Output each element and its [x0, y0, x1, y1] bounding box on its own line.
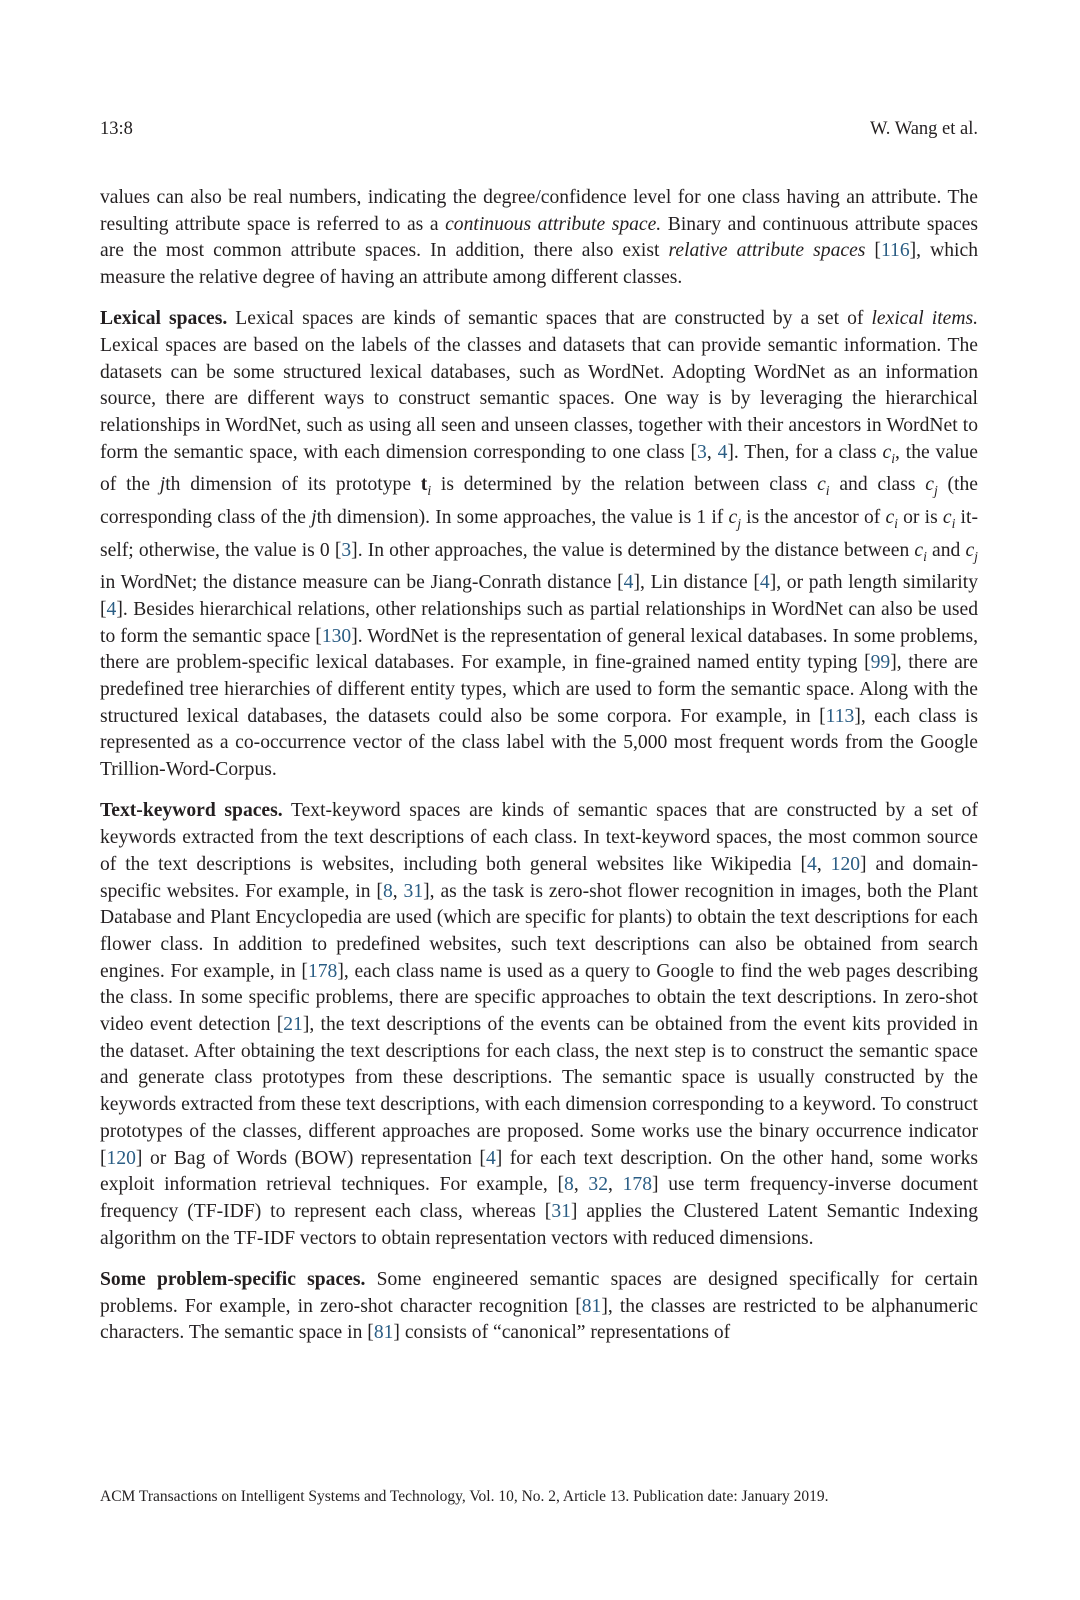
- math-symbol: c: [728, 507, 738, 529]
- math-subscript: i: [894, 515, 898, 531]
- text-run: or is: [897, 507, 943, 529]
- text-run: in WordNet; the distance measure can be Jiang-Conrath distance [: [100, 572, 624, 594]
- math-subscript: j: [737, 515, 741, 531]
- text-run: ,: [816, 853, 831, 875]
- citation-link[interactable]: 120: [106, 1147, 136, 1169]
- text-run: ]. Then, for a class: [727, 441, 883, 463]
- citation-link[interactable]: 31: [403, 880, 424, 902]
- text-run: ], each class is represented as a co-occurrence vector of the class label with the 5,000 most frequent words from the Google Trillion-Word-Corpus.: [100, 705, 978, 781]
- citation-link[interactable]: 116: [880, 240, 910, 262]
- citation-link[interactable]: 4: [717, 441, 728, 463]
- text-run: ,: [608, 1174, 623, 1196]
- text-run: ] applies the Clustered Latent Semantic Indexing algorithm on the TF-IDF vectors to obtain representation vectors with reduced dimensions.: [100, 1200, 978, 1249]
- text-run: and: [926, 539, 966, 561]
- citation-link[interactable]: 8: [382, 880, 393, 902]
- citation-link[interactable]: 4: [759, 572, 770, 594]
- paragraph-lexical-spaces: [100, 306, 978, 784]
- text-run: [: [865, 240, 881, 262]
- text-run: Lexical spaces are based on the labels of the classes and datasets that can provide semantic information. The datasets can be some structured lexical databases, such as WordNet. Adopting WordNet as an information source, there are different ways to construct semantic spaces. One way is by leveraging the hierarchical relationships in WordNet, such as using all seen and unseen classes, together with their ancestors in WordNet to form the semantic space, with each dimension corresponding to one class [: [100, 335, 978, 463]
- math-subscript: i: [825, 483, 830, 499]
- journal-citation: ACM Transactions on Intelligent Systems and Technology, Vol. 10, No. 2, Article 13. Publication date: January 2019.: [100, 1488, 829, 1505]
- paragraph-attribute-spaces-continued: [100, 185, 978, 292]
- running-head: [100, 116, 978, 142]
- text-run: Lexical spaces are kinds of semantic spaces that are constructed by a set of: [227, 308, 872, 330]
- text-run: ], each class name is used as a query to Google to find the web pages describing the class. In some specific problems, there are specific approaches to obtain the text descriptions. In zero-shot video event detection [: [100, 960, 978, 1036]
- paragraph-problem-specific-spaces: [100, 1267, 978, 1347]
- text-run: ] use term frequency-inverse document frequency (TF-IDF) to represent each class, whereas [: [100, 1174, 979, 1222]
- text-run: (the corresponding class of the: [100, 474, 978, 529]
- math-subscript: i: [427, 483, 432, 499]
- text-run: ], the classes are restricted to be alphanumeric characters. The semantic space in [: [100, 1295, 978, 1344]
- citation-link[interactable]: 4: [623, 572, 634, 594]
- text-run: Some engineered semantic spaces are designed specifically for certain problems. For example, in zero-shot character recognition [: [100, 1268, 978, 1317]
- citation-link[interactable]: 3: [341, 539, 352, 561]
- emphasis-text: continuous attribute space.: [445, 213, 662, 235]
- text-run: is the ancestor of: [741, 507, 886, 529]
- text-run: ]. Besides hierarchical relations, other relationships such as partial relationships in WordNet can also be used to form the semantic space [: [100, 598, 978, 647]
- citation-link[interactable]: 21: [283, 1014, 303, 1036]
- math-subscript: i: [923, 548, 927, 564]
- running-head-authors: W. Wang et al.: [870, 119, 978, 139]
- emphasis-text: j: [311, 507, 317, 529]
- text-run: Text-keyword spaces are kinds of semantic spaces that are constructed by a set of keywords extracted from the text descriptions of each class. In text-keyword spaces, the most common source of the text descriptions is websites, including both general websites like Wikipedia [: [100, 800, 978, 875]
- text-run: Binary and continuous attribute spaces are the most common attribute spaces. In addition, there also exist: [100, 213, 978, 262]
- section-lead-problem-specific-spaces: Some problem-specific spaces.: [100, 1268, 366, 1290]
- page-footer: [100, 1487, 978, 1507]
- emphasis-text: j: [159, 474, 166, 496]
- citation-link[interactable]: 120: [830, 853, 861, 875]
- text-run: ] and domain-specific websites. For example, in [: [100, 853, 978, 902]
- page-number: 13:8: [100, 119, 133, 139]
- paragraph-text-keyword-spaces: [100, 798, 978, 1252]
- math-symbol: t: [420, 474, 428, 496]
- citation-link[interactable]: 4: [106, 598, 117, 620]
- math-symbol: c: [882, 441, 892, 463]
- text-run: ]. WordNet is the representation of general lexical databases. In some problems, there are problem-specific lexical databases. For example, in fine-grained named entity typing [: [100, 625, 979, 674]
- citation-link[interactable]: 81: [581, 1295, 602, 1317]
- text-run: and class: [829, 474, 926, 496]
- citation-link[interactable]: 178: [307, 960, 338, 982]
- text-run: ], as the task is zero-shot flower recognition in images, both the Plant Database and Plant Encyclopedia are used (which are specific for plants) to obtain the text descriptions for each flower class. In addition to predefined websites, such text descriptions can also be obtained from search engines. For example, in [: [100, 880, 978, 982]
- math-subscript: i: [951, 515, 956, 531]
- citation-link[interactable]: 32: [588, 1174, 609, 1196]
- text-run: ] for each text description. On the other hand, some works exploit information retrieval techniques. For example, [: [100, 1147, 978, 1196]
- math-symbol: c: [885, 507, 895, 529]
- citation-link[interactable]: 178: [622, 1174, 652, 1196]
- math-subscript: j: [974, 548, 978, 564]
- emphasis-text: lexical items.: [871, 308, 979, 330]
- citation-link[interactable]: 130: [321, 625, 352, 647]
- math-subscript: j: [933, 483, 938, 499]
- section-lead-lexical-spaces: Lexical spaces.: [100, 308, 228, 330]
- text-run: ], or path length similarity [: [100, 572, 978, 620]
- citation-link[interactable]: 4: [807, 853, 817, 875]
- math-symbol: c: [925, 474, 934, 496]
- math-symbol: c: [817, 474, 826, 496]
- text-run: values can also be real numbers, indicating the degree/confidence level for one class having an attribute. The resulting attribute space is referred to as a: [100, 187, 978, 235]
- text-run: th dimension). In some approaches, the value is 1 if: [316, 507, 729, 529]
- text-run: ], the text descriptions of the events can be obtained from the event kits provided in the dataset. After obtaining the text descriptions for each class, the next step is to construct the semantic space and generate class prototypes from these descriptions. The semantic space is usually constructed by the keywords extracted from these text descriptions, with each dimension corresponding to a keyword. To construct prototypes of the classes, different approaches are proposed. Some works use the binary occurrence indicator [: [100, 1014, 979, 1169]
- math-symbol: c: [914, 539, 924, 561]
- math-subscript: i: [891, 450, 896, 466]
- citation-link[interactable]: 3: [697, 441, 707, 463]
- section-lead-text-keyword-spaces: Text-keyword spaces.: [100, 800, 283, 822]
- math-symbol: c: [965, 539, 975, 561]
- text-run: ], which measure the relative degree of having an attribute among different classes.: [100, 240, 978, 289]
- text-run: ]. In other approaches, the value is determined by the distance between: [351, 539, 915, 561]
- text-run: ], there are predefined tree hierarchies of different entity types, which are used to form the semantic space. Along with the structured lexical databases, the datasets could also be some corpora. For example, in [: [100, 652, 978, 727]
- text-run: ] consists of “canonical” representations of: [393, 1322, 731, 1344]
- text-run: ,: [706, 441, 718, 463]
- body-text: [100, 185, 978, 1361]
- citation-link[interactable]: 99: [870, 652, 891, 674]
- text-run: th dimension of its prototype: [165, 474, 421, 496]
- text-run: , the value of the: [100, 441, 978, 496]
- citation-link[interactable]: 31: [551, 1200, 571, 1222]
- citation-link[interactable]: 4: [485, 1147, 496, 1169]
- citation-link[interactable]: 81: [373, 1322, 394, 1344]
- emphasis-text: relative attribute spaces: [668, 240, 866, 262]
- text-run: is determined by the relation between class: [431, 474, 818, 496]
- text-run: ,: [392, 880, 404, 902]
- math-symbol: c: [942, 507, 952, 529]
- text-run: itself; otherwise, the value is 0 [: [100, 507, 978, 561]
- text-run: ] or Bag of Words (BOW) representation [: [135, 1147, 486, 1169]
- citation-link[interactable]: 113: [825, 705, 855, 727]
- text-run: ,: [573, 1174, 589, 1196]
- citation-link[interactable]: 8: [564, 1174, 574, 1196]
- text-run: ], Lin distance [: [633, 572, 760, 594]
